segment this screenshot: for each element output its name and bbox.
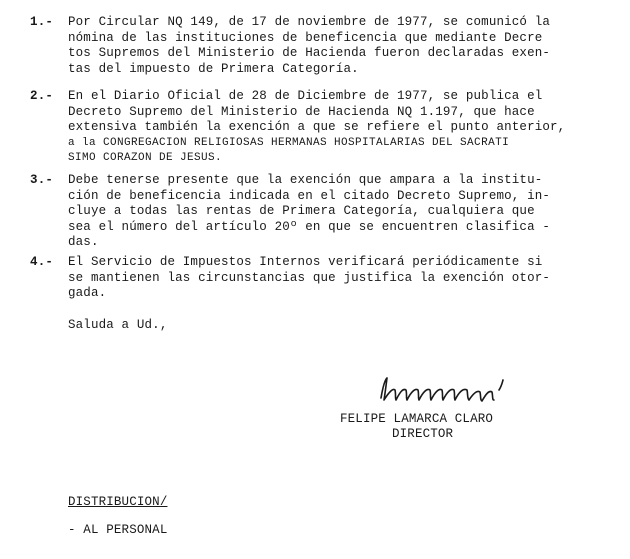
paragraph-line: En el Diario Oficial de 28 de Diciembre de 1977, se publica el xyxy=(68,89,543,103)
signer-name: FELIPE LAMARCA CLARO xyxy=(340,412,494,426)
paragraph-line: cluye a todas las rentas de Primera Categoría, cualquiera que xyxy=(68,204,535,218)
distribution-item: - AL PERSONAL xyxy=(68,523,168,537)
paragraph-line: Decreto Supremo del Ministerio de Hacienda NQ 1.197, que hace xyxy=(68,104,535,119)
paragraph-line: Por Circular NQ 149, de 17 de noviembre de 1977, se comunicó la xyxy=(68,15,551,29)
paragraph-line: SIMO CORAZON DE JESUS. xyxy=(68,152,223,164)
paragraph-line: a la CONGREGACION RELIGIOSAS HERMANAS HOSPITALARIAS DEL SACRATI xyxy=(68,136,510,149)
paragraph-line: El Servicio de Impuestos Internos verificará periódicamente si xyxy=(68,255,543,269)
paragraph-line: tos Supremos del Ministerio de Hacienda fueron declaradas exen- xyxy=(68,46,551,60)
paragraph-line: nómina de las instituciones de beneficencia que mediante Decre xyxy=(68,30,543,45)
signer-title: DIRECTOR xyxy=(392,427,454,441)
paragraph-line: das. xyxy=(68,235,99,249)
paragraph-line: tas del impuesto de Primera Categoría. xyxy=(68,61,359,76)
closing-greeting: Saluda a Ud., xyxy=(68,318,168,332)
paragraph-number: 2.- xyxy=(30,89,54,103)
handwritten-signature xyxy=(375,374,525,408)
distribution-heading: DISTRIBUCION/ xyxy=(68,495,168,509)
paragraph-line: Debe tenerse presente que la exención que ampara a la institu- xyxy=(68,173,543,187)
paragraph-line: sea el número del artículo 20º en que se encuentren clasifica - xyxy=(68,219,551,234)
paragraph-line: extensiva también la exención a que se refiere el punto anterior, xyxy=(68,120,566,134)
paragraph-number: 3.- xyxy=(30,173,54,187)
paragraph-number: 4.- xyxy=(30,255,54,269)
paragraph-line: gada. xyxy=(68,286,107,300)
paragraph-line: se mantienen las circunstancias que justifica la exención otor- xyxy=(68,270,551,285)
paragraph-number: 1.- xyxy=(30,15,54,29)
paragraph-line: ción de beneficencia indicada en el citado Decreto Supremo, in- xyxy=(68,188,551,203)
